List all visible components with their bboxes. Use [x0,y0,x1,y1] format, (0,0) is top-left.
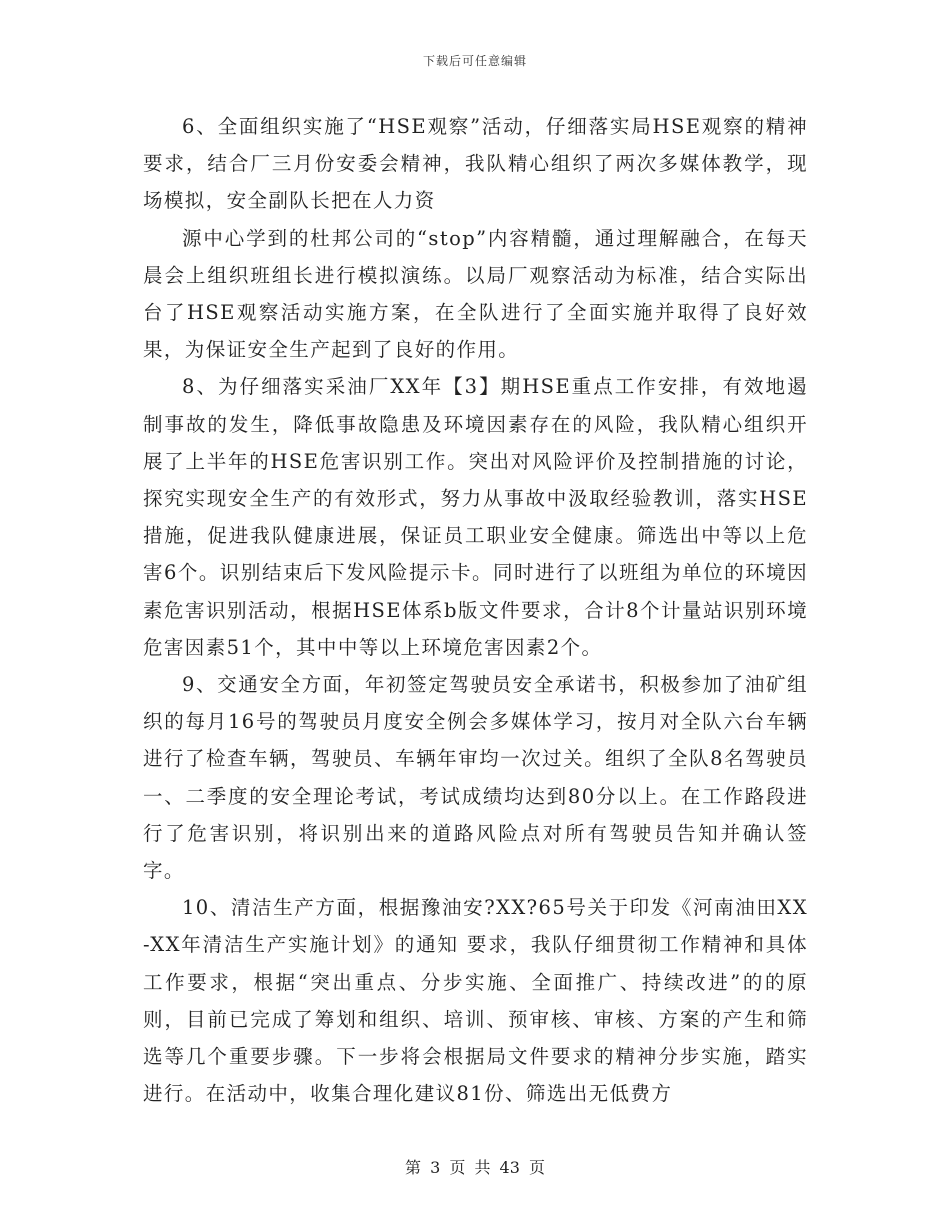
paragraph-item-6: 6、全面组织实施了“HSE观察”活动，仔细落实局HSE观察的精神要求，结合厂三月份安委会精神，我队精心组织了两次多媒体教学，现场模拟，安全副队长把在人力资 [143,115,808,213]
paragraph-item-10: 10、清洁生产方面，根据豫油安?XX?65号关于印发《河南油田XX-XX年清洁生产实施计划》的通知 要求，我队仔细贯彻工作精神和具体工作要求，根据“突出重点、分步实施、全面推广、持续改进”的的原则，目前已完成了筹划和组织、培训、预审核、审核、方案的产生和筛选等几个重要步骤。下一步将会根据局文件要求的精神分步实施，踏实进行。在活动中，收集合理化建议81份、筛选出无低费方 [143,896,808,1106]
paragraph-continuation: 源中心学到的杜邦公司的“stop”内容精髓，通过理解融合，在每天晨会上组织班组长进行模拟演练。以局厂观察活动为标准，结合实际出台了HSE观察活动实施方案，在全队进行了全面实施并取得了良好效果，为保证安全生产起到了良好的作用。 [143,226,808,362]
paragraph-item-9: 9、交通安全方面，年初签定驾驶员安全承诺书，积极参加了油矿组织的每月16号的驾驶员月度安全例会多媒体学习，按月对全队六台车辆进行了检查车辆，驾驶员、车辆年审均一次过关。组织了全队8名驾驶员一、二季度的安全理论考试，考试成绩均达到80分以上。在工作路段进行了危害识别，将识别出来的道路风险点对所有驾驶员告知并确认签字。 [143,673,808,883]
paragraph-item-8: 8、为仔细落实采油厂XX年【3】期HSE重点工作安排，有效地遏制事故的发生，降低事故隐患及环境因素存在的风险，我队精心组织开展了上半年的HSE危害识别工作。突出对风险评价及控制措施的讨论，探究实现安全生产的有效形式，努力从事故中汲取经验教训，落实HSE措施，促进我队健康进展，保证员工职业安全健康。筛选出中等以上危害6个。识别结束后下发风险提示卡。同时进行了以班组为单位的环境因素危害识别活动，根据HSE体系b版文件要求，合计8个计量站识别环境危害因素51个，其中中等以上环境危害因素2个。 [143,375,808,659]
page-footer: 第 3 页 共 43 页 [405,1158,545,1177]
document-body [143,108,808,1112]
page-header: 下载后可任意编辑 [422,54,527,68]
